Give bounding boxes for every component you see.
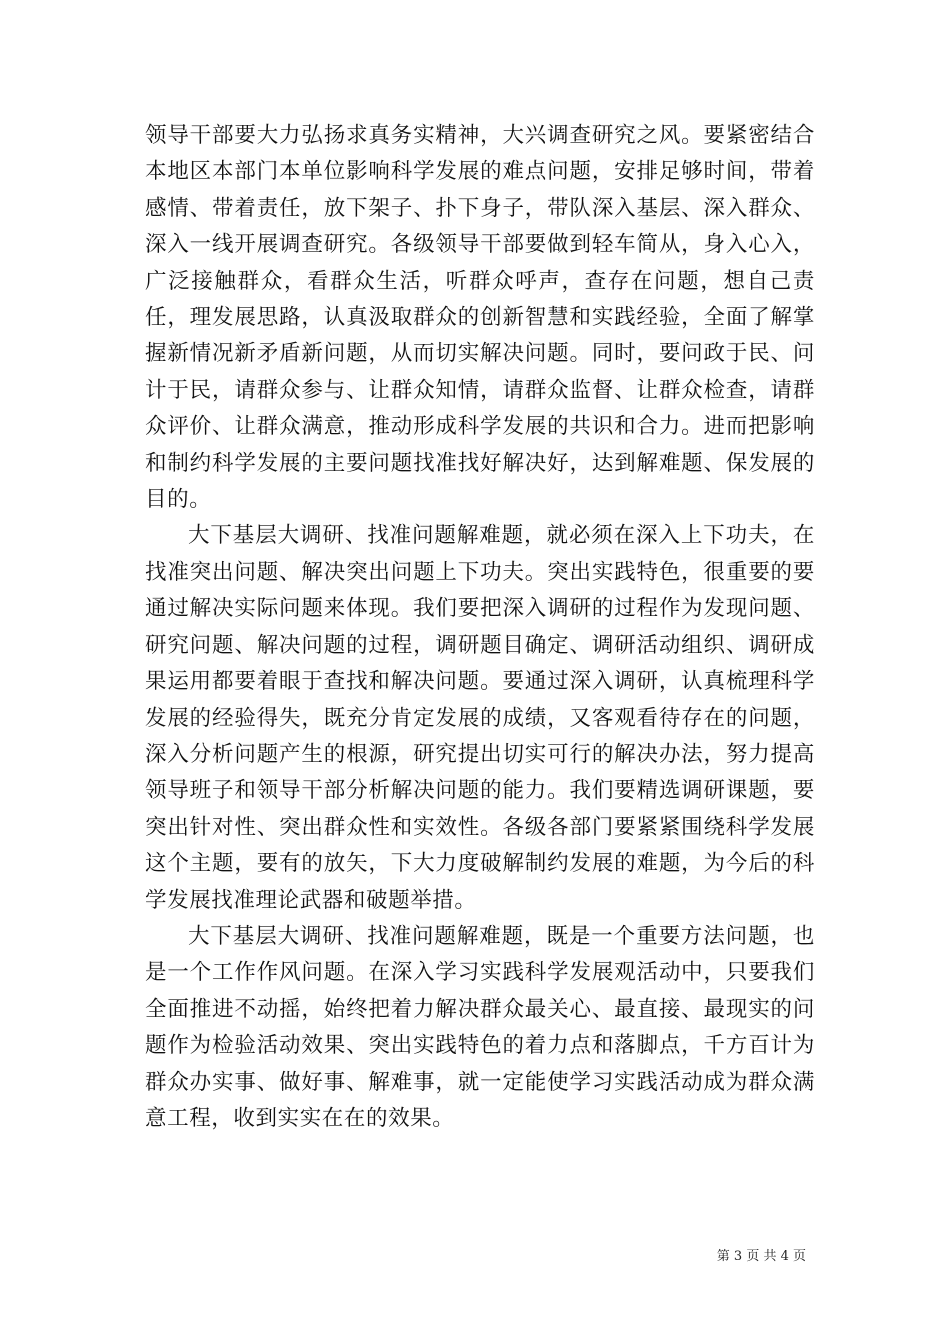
document-body (145, 118, 815, 1137)
paragraph-3: 大下基层大调研、找准问题解难题，既是一个重要方法问题，也是一个工作作风问题。在深入学习实践科学发展观活动中，只要我们全面推进不动摇，始终把着力解决群众最关心、最直接、最现实的问题作为检验活动效果、突出实践特色的着力点和落脚点，千方百计为群众办实事、做好事、解难事，就一定能使学习实践活动成为群众满意工程，收到实实在在的效果。 (145, 923, 815, 1131)
page-number: 第 3 页 共 4 页 (716, 1249, 806, 1264)
paragraph-1: 领导干部要大力弘扬求真务实精神，大兴调查研究之风。要紧密结合本地区本部门本单位影响科学发展的难点问题，安排足够时间，带着感情、带着责任，放下架子、扑下身子，带队深入基层、深入群众、深入一线开展调查研究。各级领导干部要做到轻车简从，身入心入，广泛接触群众，看群众生活，听群众呼声，查存在问题，想自己责任，理发展思路，认真汲取群众的创新智慧和实践经验，全面了解掌握新情况新矛盾新问题，从而切实解决问题。同时，要问政于民、问计于民，请群众参与、让群众知情，请群众监督、让群众检查，请群众评价、让群众满意，推动形成科学发展的共识和合力。进而把影响和制约科学发展的主要问题找准找好解决好，达到解难题、保发展的目的。 (145, 123, 815, 513)
paragraph-2: 大下基层大调研、找准问题解难题，就必须在深入上下功夫，在找准突出问题、解决突出问题上下功夫。突出实践特色，很重要的要通过解决实际问题来体现。我们要把深入调研的过程作为发现问题、研究问题、解决问题的过程，调研题目确定、调研活动组织、调研成果运用都要着眼于查找和解决问题。要通过深入调研，认真梳理科学发展的经验得失，既充分肯定发展的成绩，又客观看待存在的问题，深入分析问题产生的根源，研究提出切实可行的解决办法，努力提高领导班子和领导干部分析解决问题的能力。我们要精选调研课题，要突出针对性、突出群众性和实效性。各级各部门要紧紧围绕科学发展这个主题，要有的放矢，下大力度破解制约发展的难题，为今后的科学发展找准理论武器和破题举措。 (145, 523, 815, 913)
